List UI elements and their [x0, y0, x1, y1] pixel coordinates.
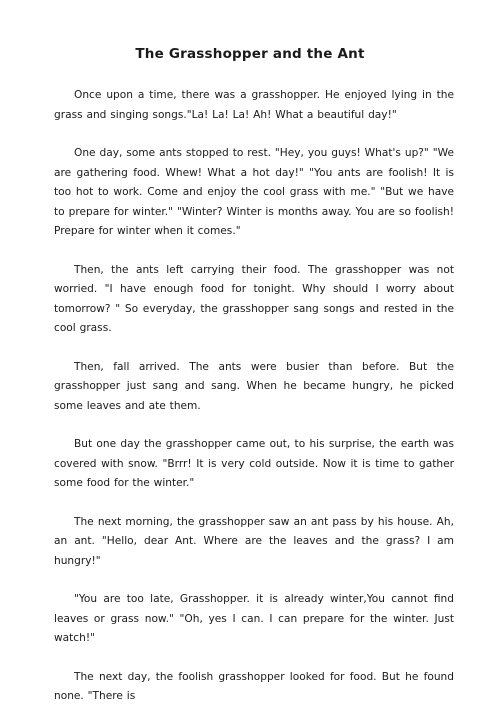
paragraph: But one day the grasshopper came out, to his surprise, the earth was covered with snow. "Brrr! It is very cold outside. Now it is time to gather some food for the winter." [54, 438, 454, 489]
paragraph: The next day, the foolish grasshopper looked for food. But he found none. "There is [54, 670, 454, 702]
paragraph: One day, some ants stopped to rest. "Hey, you guys! What's up?" "We are gathering food. Whew! What a hot day!" "You ants are foolish! It is too hot to work. Come and enjoy the cool grass with me." "But we have to prepare for winter." "Winter? Winter is months away. You are so foolish! Prepare for winter when it comes." [54, 147, 454, 237]
paragraph: Once upon a time, there was a grasshopper. He enjoyed lying in the grass and singing songs."La! La! La! Ah! What a beautiful day!" [54, 89, 454, 121]
document-title: The Grasshopper and the Ant [135, 46, 365, 62]
paragraph: The next morning, the grasshopper saw an ant pass by his house. Ah, an ant. "Hello, dear Ant. Where are the leaves and the grass? I am hungry!" [54, 515, 454, 567]
document-body [54, 86, 454, 726]
paragraph: Then, fall arrived. The ants were busier than before. But the grasshopper just sang and sang. When he became hungry, he picked some leaves and ate them. [54, 360, 454, 412]
paragraph: "You are too late, Grasshopper. it is already winter,You cannot find leaves or grass now." "Oh, yes I can. I can prepare for the winter. Just watch!" [54, 593, 454, 644]
paragraph: Then, the ants left carrying their food. The grasshopper was not worried. "I have enough food for tonight. Why should I worry about tomorrow? " So everyday, the grasshopper sang songs and rested in the cool grass. [54, 263, 454, 334]
